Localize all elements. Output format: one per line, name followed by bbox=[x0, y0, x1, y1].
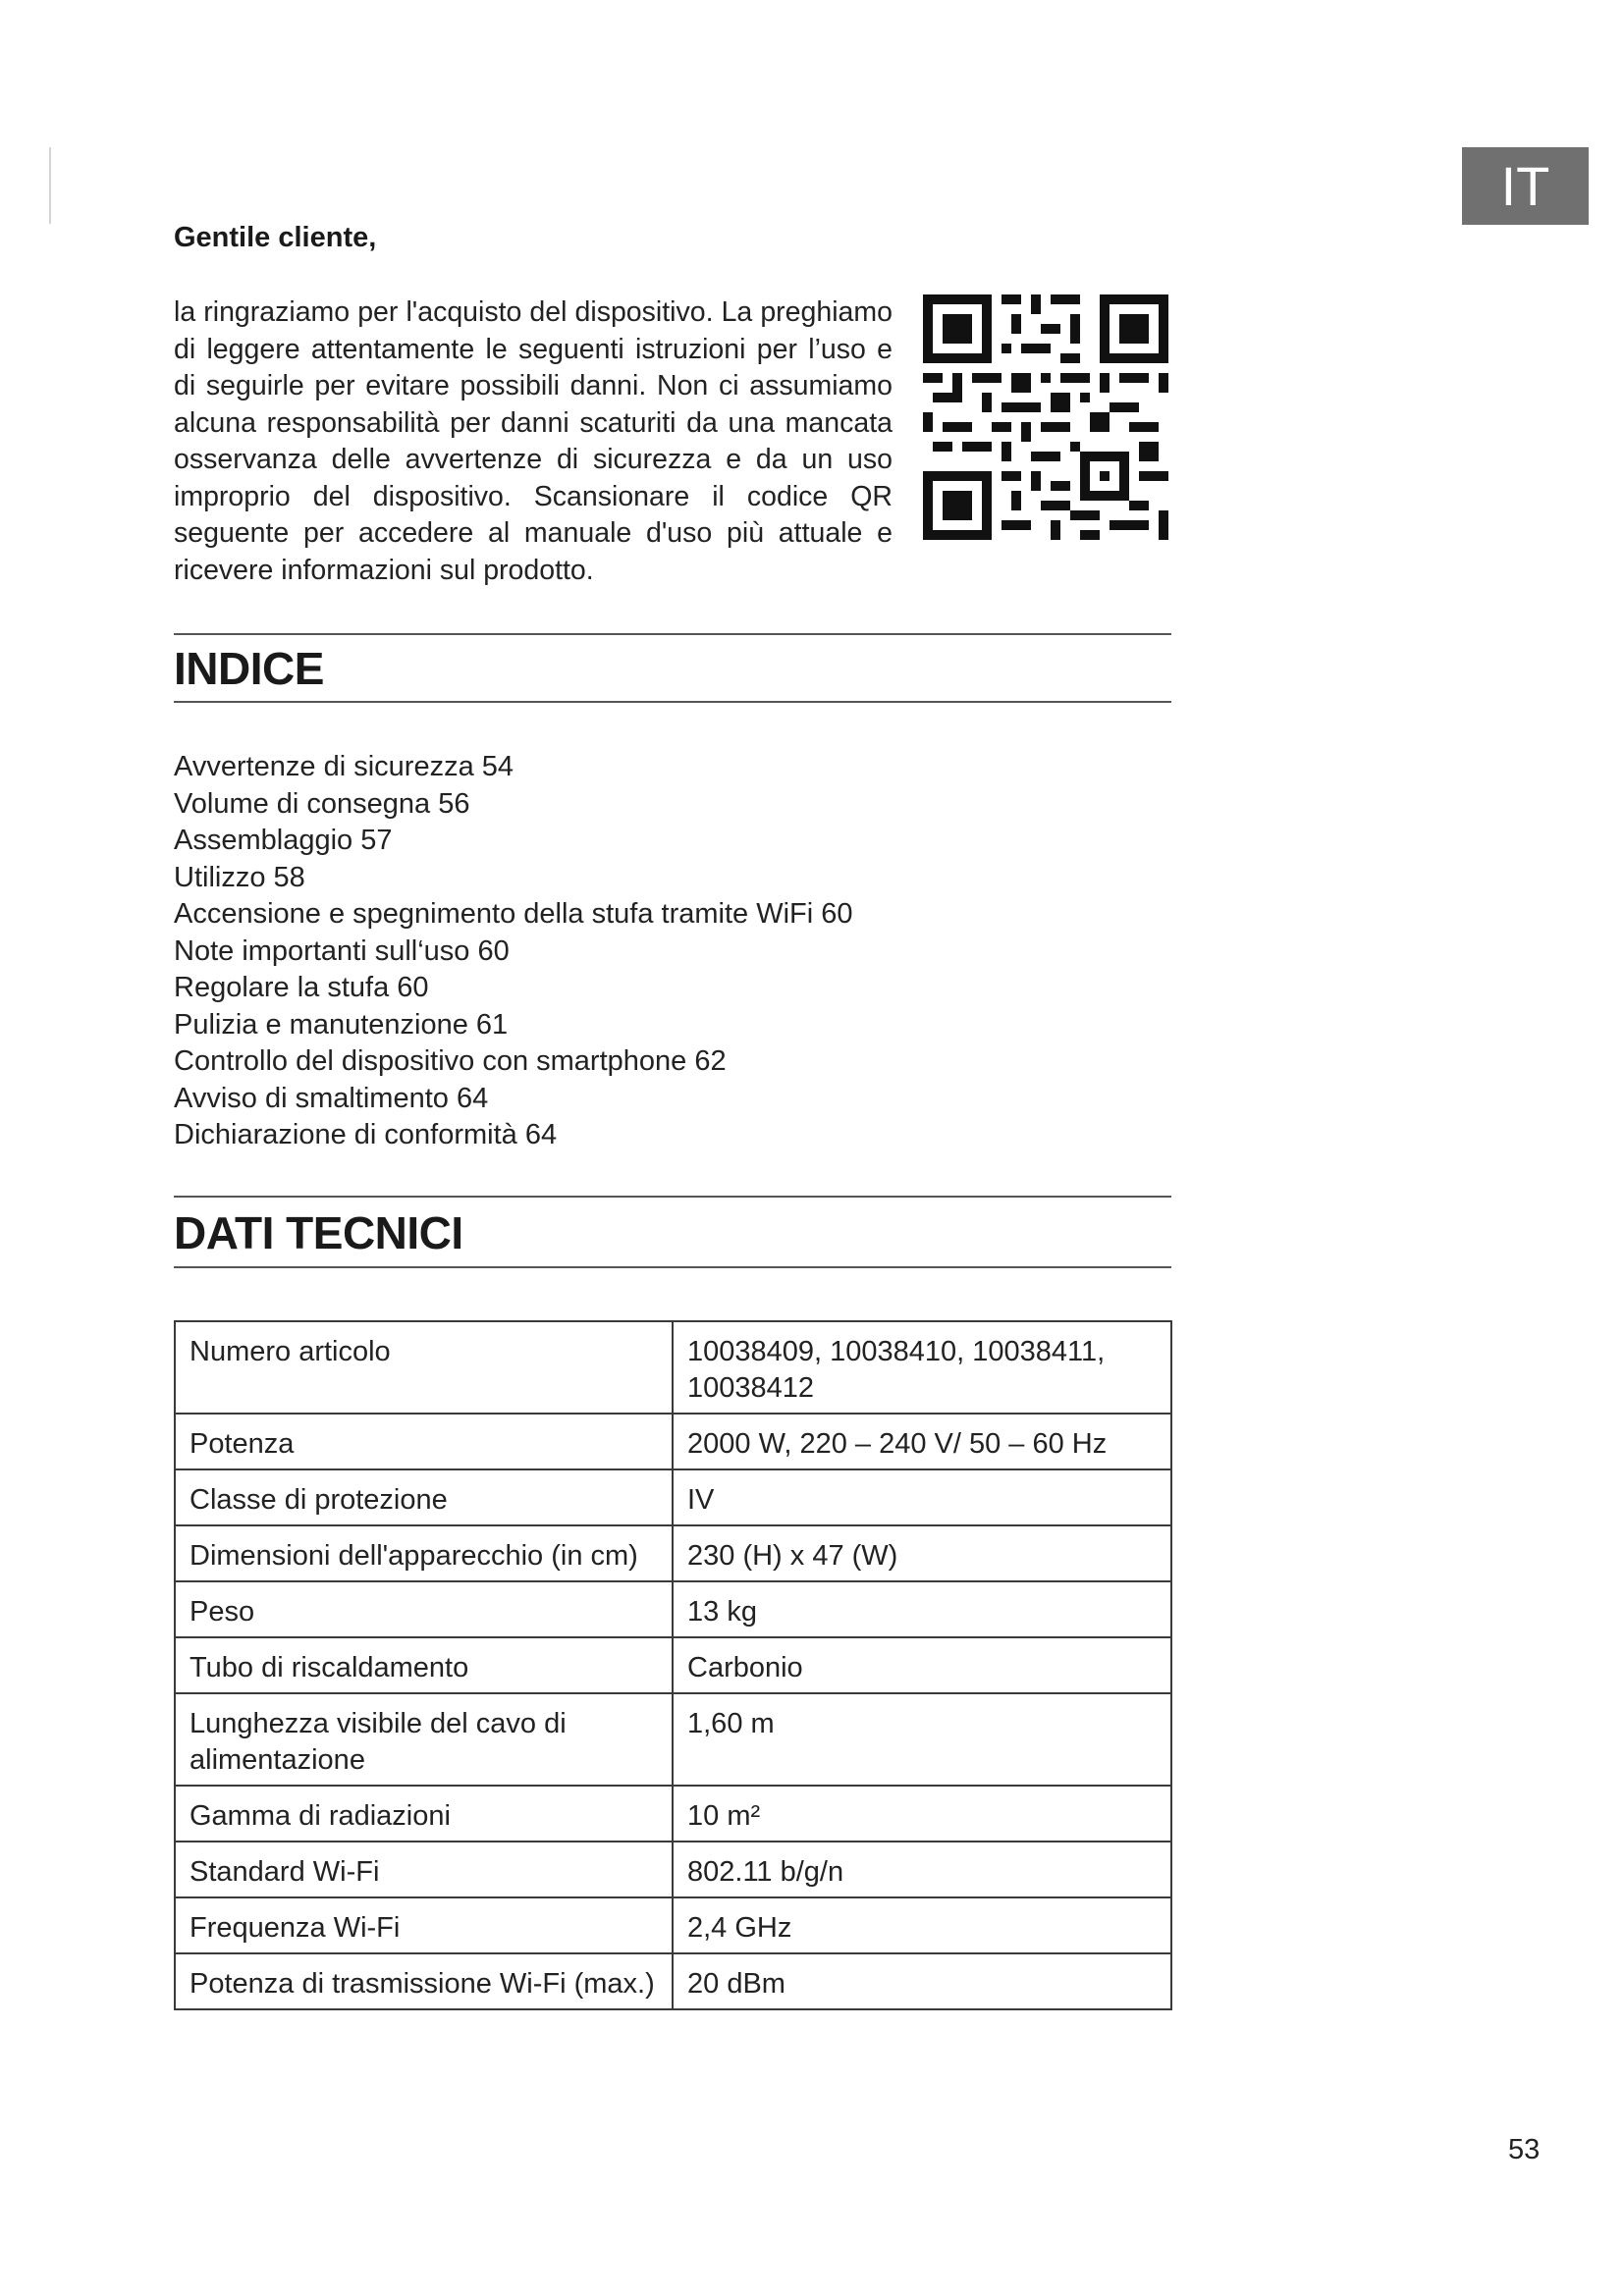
spec-label: Numero articolo bbox=[175, 1321, 673, 1414]
specs-rule-bottom bbox=[174, 1266, 1171, 1268]
spec-label: Potenza di trasmissione Wi-Fi (max.) bbox=[175, 1953, 673, 2009]
spec-value: 13 kg bbox=[673, 1581, 1171, 1637]
toc-item: Dichiarazione di conformità 64 bbox=[174, 1119, 558, 1150]
spec-label: Dimensioni dell'apparecchio (in cm) bbox=[175, 1525, 673, 1581]
spec-label: Tubo di riscaldamento bbox=[175, 1637, 673, 1693]
spec-value: 10038409, 10038410, 10038411, 10038412 bbox=[673, 1321, 1171, 1414]
table-row bbox=[175, 1637, 1171, 1693]
spec-label: Gamma di radiazioni bbox=[175, 1786, 673, 1842]
table-row bbox=[175, 1953, 1171, 2009]
spec-label: Peso bbox=[175, 1581, 673, 1637]
table-row bbox=[175, 1693, 1171, 1786]
toc-item: Utilizzo 58 bbox=[174, 861, 305, 893]
toc-item: Regolare la stufa 60 bbox=[174, 972, 429, 1003]
toc-item: Pulizia e manutenzione 61 bbox=[174, 1008, 509, 1041]
specs-title: DATI TECNICI bbox=[174, 1207, 463, 1258]
table-row bbox=[175, 1786, 1171, 1842]
table-row bbox=[175, 1414, 1171, 1469]
greeting: Gentile cliente, bbox=[174, 222, 377, 253]
index-rule-bottom bbox=[174, 701, 1171, 703]
toc-item: Avvertenze di sicurezza 54 bbox=[174, 751, 514, 782]
toc-item: Note importanti sull‘uso 60 bbox=[174, 934, 510, 967]
index-title: INDICE bbox=[174, 643, 324, 694]
spec-label: Frequenza Wi-Fi bbox=[175, 1897, 673, 1953]
spec-value: 2000 W, 220 – 240 V/ 50 – 60 Hz bbox=[673, 1414, 1171, 1469]
spec-value: 10 m² bbox=[673, 1786, 1171, 1842]
toc-item: Controllo del dispositivo con smartphone 62 bbox=[174, 1045, 727, 1077]
table-row bbox=[175, 1321, 1171, 1414]
technical-data-table bbox=[174, 1320, 1172, 2010]
table-of-contents bbox=[174, 749, 853, 1154]
spec-label: Lunghezza visibile del cavo di alimentazione bbox=[175, 1693, 673, 1786]
spec-value: 2,4 GHz bbox=[673, 1897, 1171, 1953]
toc-item: Avviso di smaltimento 64 bbox=[174, 1082, 489, 1114]
page-number: 53 bbox=[1508, 2134, 1541, 2165]
spec-value: 1,60 m bbox=[673, 1693, 1171, 1786]
toc-item: Accensione e spegnimento della stufa tramite WiFi 60 bbox=[174, 898, 853, 930]
table-row bbox=[175, 1525, 1171, 1581]
spec-label: Standard Wi-Fi bbox=[175, 1842, 673, 1897]
spec-label: Classe di protezione bbox=[175, 1469, 673, 1525]
table-row bbox=[175, 1581, 1171, 1637]
specs-rule-top bbox=[174, 1196, 1171, 1198]
language-tab: IT bbox=[1462, 147, 1589, 225]
toc-item: Volume di consegna 56 bbox=[174, 787, 470, 820]
table-row bbox=[175, 1897, 1171, 1953]
spec-value: 20 dBm bbox=[673, 1953, 1171, 2009]
spec-value: Carbonio bbox=[673, 1637, 1171, 1693]
table-row bbox=[175, 1842, 1171, 1897]
intro-paragraph: la ringraziamo per l'acquisto del dispositivo. La preghiamo di leggere attentamente le seguenti istruzioni per l’uso e di seguirle per evitare possibili danni. Non ci assumiamo alcuna responsabilità per danni scaturiti da una mancata osservanza delle avvertenze di sicurezza e da un uso improprio del dispositivo. Scansionare il codice QR seguente per accedere al manuale d'uso più attuale e ricevere informazioni sul prodotto. bbox=[174, 296, 893, 586]
spec-value: 230 (H) x 47 (W) bbox=[673, 1525, 1171, 1581]
toc-item: Assemblaggio 57 bbox=[174, 825, 393, 856]
qr-code-icon bbox=[923, 294, 1168, 540]
spec-value: 802.11 b/g/n bbox=[673, 1842, 1171, 1897]
spec-label: Potenza bbox=[175, 1414, 673, 1469]
margin-rule bbox=[49, 147, 51, 224]
index-rule-top bbox=[174, 633, 1171, 635]
spec-value: IV bbox=[673, 1469, 1171, 1525]
table-row bbox=[175, 1469, 1171, 1525]
